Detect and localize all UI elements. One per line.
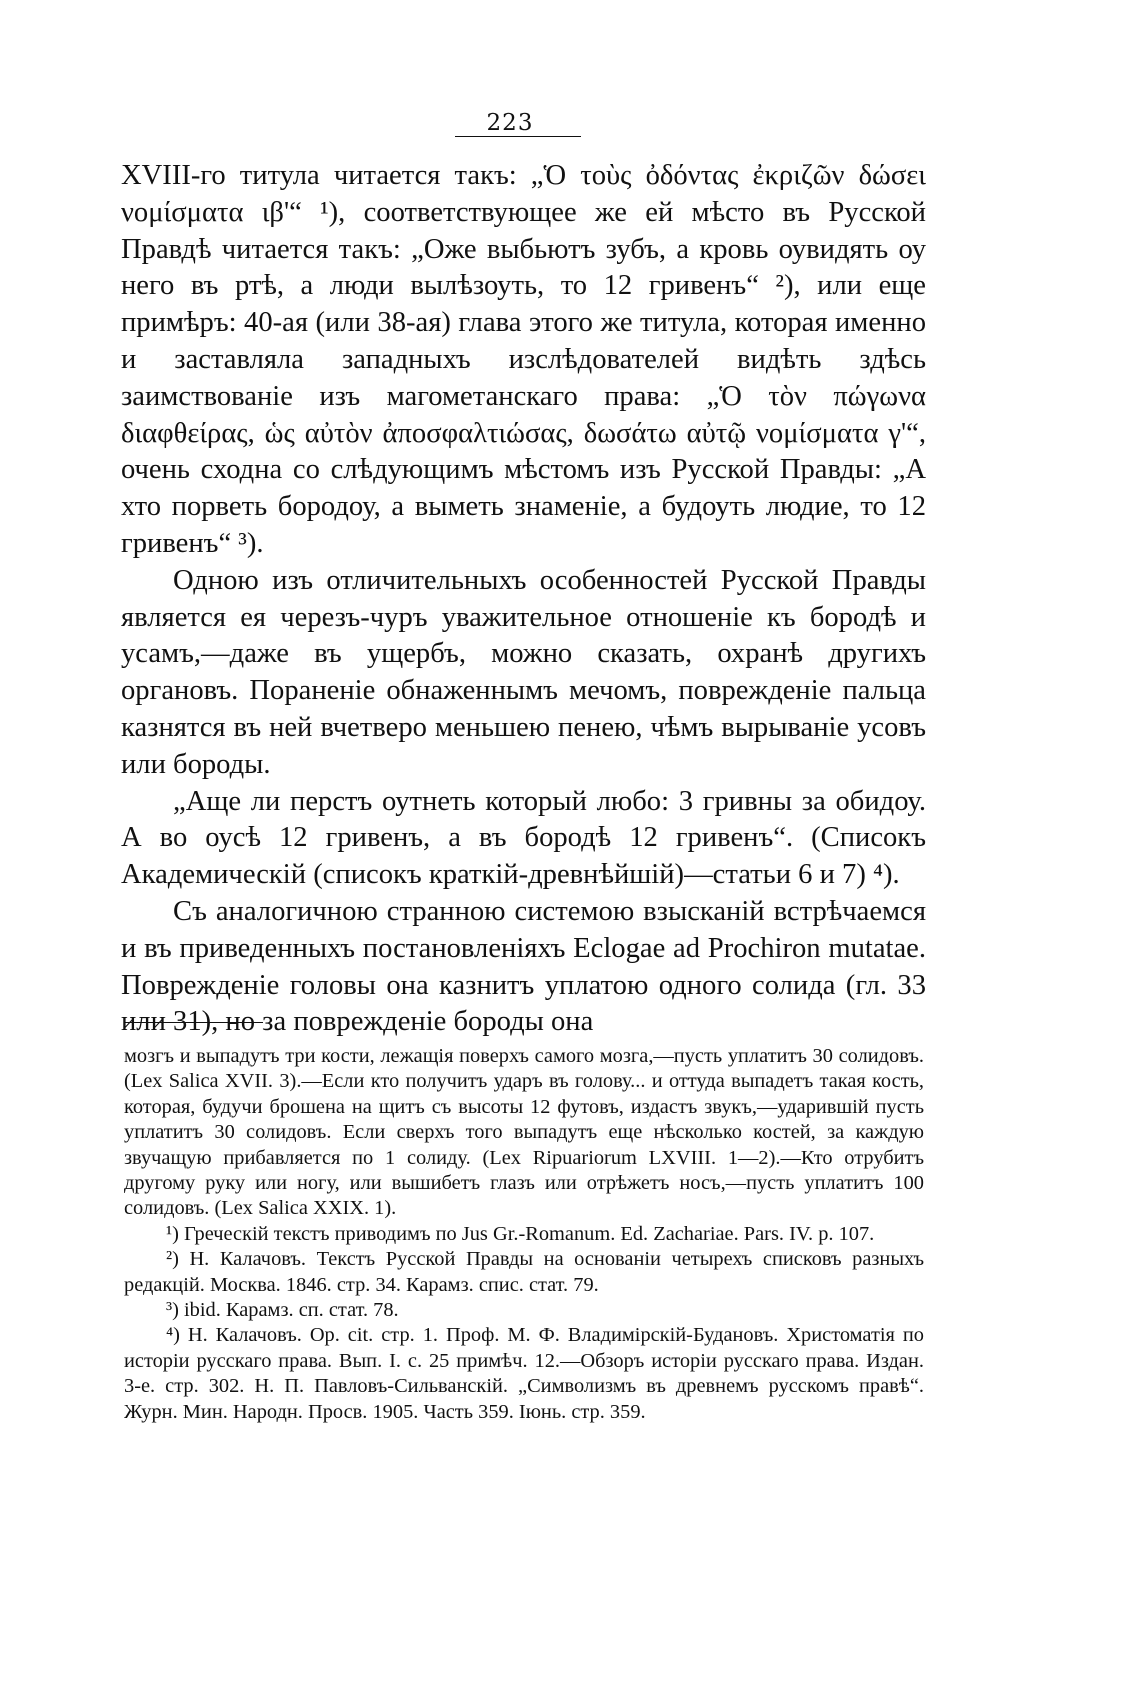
footnote-4: ⁴) Н. Калачовъ. Op. cit. стр. 1. Проф. М. Ф. Владимірскій-Будановъ. Христоматія по исторіи русскаго права. Вып. I. с. 25 примѣч. 12.—Обзоръ исторіи русскаго права. Издан. 3-е. стр. 302. Н. П. Павловъ-Сильванскій. „Символизмъ въ древнемъ русскомъ правѣ“. Журн. Мин. Народн. Просв. 1905. Часть 359. Іюнь. стр. 359. bbox=[124, 1324, 924, 1423]
paragraph-2: Одною изъ отличительныхъ особенностей Русской Правды является ея черезъ-чуръ уважительное отношеніе къ бородѣ и усамъ,—даже въ ущербъ, можно сказать, охранѣ другихъ органовъ. Пораненіе обнаженнымъ мечомъ, поврежденіе пальца казнятся въ ней вчетверо меньшею пенею, чѣмъ вырываніе усовъ или бороды. bbox=[121, 564, 926, 780]
paragraph-1: XVIII-го титула читается такъ: „Ὁ τοὺς ὀδόντας ἐκριζῶν δώσει νομίσματα ιβ'“ ¹), соответствующее же ей мѣсто въ Русской Правдѣ читается такъ: „Оже выбьютъ зубъ, а кровь оувидять оу него въ ртѣ, а люди вылѣзоуть, то 12 гривенъ“ ²), или еще примѣръ: 40-ая (или 38-ая) глава этого же титула, которая именно и заставляла западныхъ изслѣдователей видѣть здѣсь заимствованіе изъ магометанскаго права: „Ὁ τὸν πώγωνα διαφθείρας, ὡς αὐτὸν ἀποσφαλτιώσας, δωσάτω αὐτῷ νομίσματα γ'“, очень сходна со слѣдующимъ мѣстомъ изъ Русской Правды: „А хто порветь бородоу, а выметь знаменіе, а будоуть людие, то 12 гривенъ“ ³). bbox=[121, 160, 926, 559]
paragraph-4: Съ аналогичною странною системою взысканій встрѣчаемся и въ приведенныхъ постановленіяхъ Eclogae ad Prochiron mutatae. Поврежденіе головы она казнитъ уплатою одного солида (гл. 33 или 31), но за поврежденіе бороды она bbox=[121, 895, 926, 1038]
footnote-1: ¹) Греческій текстъ приводимъ по Jus Gr.-Romanum. Ed. Zachariae. Pars. IV. p. 107. bbox=[166, 1222, 875, 1245]
footnote-2: ²) Н. Калачовъ. Текстъ Русской Правды на основаніи четырехъ списковъ разныхъ редакцій. Москва. 1846. стр. 34. Карамз. спис. стат. 79. bbox=[124, 1248, 924, 1296]
footnote-continuation: мозгъ и выпадутъ три кости, лежащія поверхъ самого мозга,—пусть уплатитъ 30 солидовъ. (Lex Salica XVII. 3).—Если кто получитъ ударъ въ голову... и оттуда выпадетъ такая кость, которая, будучи брошена на щитъ съ высоты 12 футовъ, издастъ звукъ,—ударившій пусть уплатитъ 30 солидовъ. Если сверхъ того выпадутъ еще нѣсколько костей, за каждую звучащую прибавляется по 1 солиду. (Lex Ripuariorum LXVIII. 1—2).—Кто отрубитъ другому руку или ногу, или вышибетъ глазъ или отрѣжетъ носъ,—пусть уплатитъ 100 солидовъ. (Lex Salica XXIX. 1). bbox=[124, 1045, 924, 1220]
footnotes bbox=[124, 1044, 924, 1425]
footnote-divider bbox=[125, 1022, 263, 1023]
page-number: 223 bbox=[486, 110, 534, 136]
footnote-3: ³) ibid. Карамз. сп. стат. 78. bbox=[166, 1299, 399, 1322]
page-number-rule bbox=[455, 136, 581, 137]
paragraph-3: „Аще ли перстъ оутнеть который любо: 3 гривны за обидоу. А во оусѣ 12 гривенъ, а въ бородѣ 12 гривенъ“. (Списокъ Академическій (списокъ краткій-древнѣйшій)—статьи 6 и 7) ⁴). bbox=[121, 785, 926, 891]
main-text bbox=[121, 158, 926, 1041]
